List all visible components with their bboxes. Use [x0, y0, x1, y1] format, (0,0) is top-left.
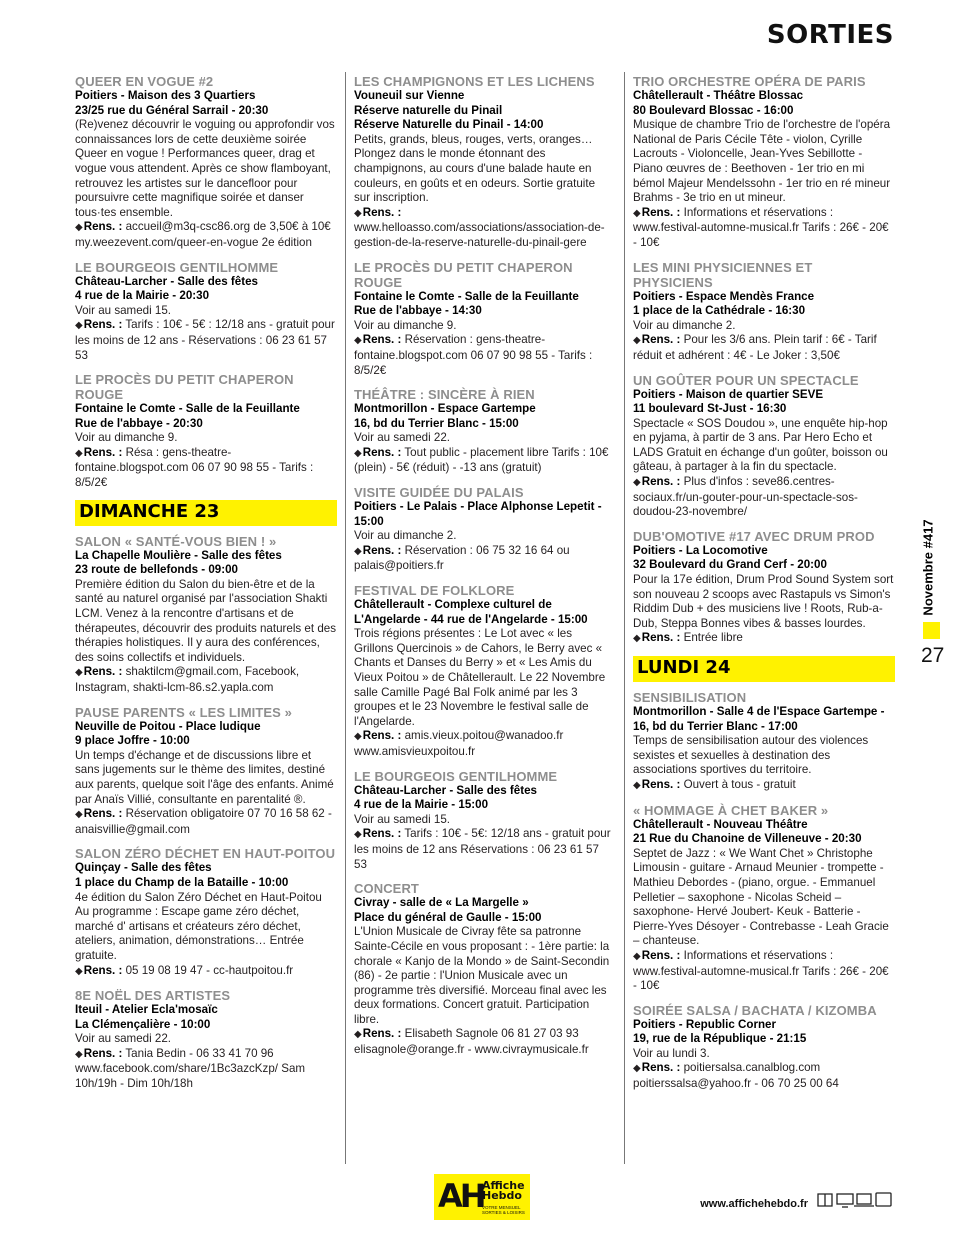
- info-label: Rens. :: [362, 729, 402, 743]
- diamond-icon: ◆: [354, 731, 362, 743]
- column-1: [75, 74, 337, 1101]
- event-title: PAUSE PARENTS « LES LIMITES »: [75, 704, 292, 720]
- event-description: Musique de chambre Trio de l'orchestre de l'opéra National de Paris Cécile Tête - violon, Cyrille Lacrouts - Violoncelle, Jean-Yves Sebillotte - Piano œuvres de : Beethoven - 1er trio en mi bémol Majeur Mendelssohn - 1er trio en ré mineur Brahms - 3e trio en ut mineur.: [633, 118, 891, 205]
- event-venue: Rue de l'abbaye - 20:30: [75, 416, 203, 430]
- column-2: [354, 74, 614, 1067]
- event-venue: Fontaine le Comte - Salle de la Feuillante: [75, 402, 300, 416]
- event-list: [75, 74, 337, 491]
- info-value: Tarifs : 10€ - 5€ : 12/18 ans - gratuit pour les moins de 12 ans - Réservations : 06 23 61 57 53: [75, 318, 335, 362]
- info-label: Rens. :: [362, 827, 402, 841]
- event-title: « HOMMAGE À CHET BAKER »: [633, 802, 829, 818]
- issue-text: Novembre #417: [920, 519, 936, 616]
- event-list: [354, 74, 614, 1058]
- info-value: Tout public - placement libre Tarifs : 10€ (plein) - 5€ (réduit) - -13 ans (gratuit): [354, 445, 609, 475]
- event-item: [75, 534, 337, 696]
- event-title: THÉÂTRE : SINCÈRE À RIEN: [354, 387, 535, 403]
- desktop-icon: [837, 1194, 853, 1207]
- event-title: LE PROCÈS DU PETIT CHAPERON ROUGE: [75, 372, 294, 403]
- event-item: [75, 372, 337, 491]
- event-title: SOIRÉE SALSA / BACHATA / KIZOMBA: [633, 1002, 877, 1018]
- event-description: Voir au dimanche 2.: [633, 318, 736, 332]
- diamond-icon: ◆: [354, 1029, 362, 1041]
- event-venue: 11 boulevard St-Just - 16:30: [633, 402, 787, 416]
- event-description: Petits, grands, bleus, rouges, verts, oranges… Plongez dans le monde étonnant des champignons, au cours d'une balade haute en couleurs, en goûts et en odeurs. Sortie gratuite sur inscription.: [354, 132, 596, 205]
- event-info: [354, 827, 614, 872]
- event-info: [633, 631, 895, 647]
- event-item: [75, 260, 337, 364]
- accent-square: [923, 622, 940, 639]
- diamond-icon: ◆: [75, 1048, 83, 1060]
- info-label: Rens. :: [362, 205, 402, 219]
- event-venue: Poitiers - Espace Mendès France: [633, 289, 815, 303]
- event-description: Voir au dimanche 9.: [75, 431, 178, 445]
- info-label: Rens. :: [83, 807, 123, 821]
- info-label: Rens. :: [641, 948, 681, 962]
- event-venue: Fontaine le Comte - Salle de la Feuillante: [354, 289, 579, 303]
- info-value: amis.vieux.poitou@wanadoo.fr www.amisvieuxpoitou.fr: [354, 729, 564, 758]
- event-title: DUB'OMOTIVE #17 AVEC DRUM PROD: [633, 528, 875, 544]
- event-venue: 4 rue de la Mairie - 15:00: [354, 798, 489, 812]
- logo-mark: AH: [438, 1177, 484, 1215]
- day-banner-dimanche: DIMANCHE 23: [75, 500, 337, 526]
- event-description: (Re)venez découvrir le voguing ou approfondir vos connaissances lors de cette deuxième soirée Queer en vogue ! Performances queer, drag et vogue vous attendent. Après ce show flamboyant, retrouvez les artistes sur le dancefloor pour poursuivre cette magnifique soirée et danser tous·tes ensemble.: [75, 118, 335, 219]
- event-info: [354, 729, 614, 759]
- event-venue: Iteuil - Atelier Ecla'mosaïc: [75, 1003, 218, 1017]
- diamond-icon: ◆: [75, 222, 83, 234]
- event-venue: 19, rue de la République - 21:15: [633, 1032, 807, 1046]
- event-description: Trois régions présentes : Le Lot avec « les Grillons Quercinois » de Cahors, le Berry avec « Chants et Danses du Berry » et « Les Amis du Vieux Poitou » de Châtellerault. Le 22 Novembre salle Camille Pagé Bal Folk animé par les 3 groupes et le 23 Novembre le festival salle de l'Angelarde.: [354, 627, 606, 728]
- column-divider: [624, 72, 625, 1164]
- event-venue: Neuville de Poitou - Place ludique: [75, 719, 261, 733]
- event-info: [75, 1047, 337, 1092]
- event-info: [354, 1027, 614, 1057]
- info-label: Rens. :: [641, 333, 681, 347]
- diamond-icon: ◆: [354, 207, 362, 219]
- event-item: [354, 881, 614, 1058]
- event-item: [633, 373, 895, 520]
- info-label: Rens. :: [362, 333, 402, 347]
- info-label: Rens. :: [362, 445, 402, 459]
- event-description: Un temps d'échange et de discussions libre et sans jugements sur le thème des limites, destiné aux parents, quelque soit l'âge des enfants. Animé par Anaïs Villié, consultante en parentalité ®.: [75, 748, 334, 806]
- event-description: Pour la 17e édition, Drum Prod Sound System sort son nouveau 2 scoops avec Rastapuls vs Simon's Riddim Dub + des musiciens live ! Roots, Rub-a-Dub, Steppa Bonnes vibes & basses lourdes.: [633, 573, 894, 630]
- info-label: Rens. :: [83, 963, 123, 977]
- diamond-icon: ◆: [354, 545, 362, 557]
- title-letters-rest: RTIES: [808, 20, 894, 50]
- event-item: [354, 387, 614, 476]
- event-venue: Poitiers - Republic Corner: [633, 1017, 777, 1031]
- event-item: [75, 988, 337, 1092]
- info-label: Rens. :: [641, 475, 681, 489]
- event-list: [75, 534, 337, 1092]
- event-info: [354, 333, 614, 378]
- info-label: Rens. :: [641, 777, 681, 791]
- page-number: 27: [921, 644, 945, 667]
- event-title: FESTIVAL DE FOLKLORE: [354, 583, 515, 599]
- diamond-icon: ◆: [354, 829, 362, 841]
- event-title: SALON « SANTÉ-VOUS BIEN ! »: [75, 533, 277, 549]
- affiche-hebdo-logo: [434, 1174, 530, 1220]
- info-label: Rens. :: [641, 1061, 681, 1075]
- event-venue: La Clémençalière - 10:00: [75, 1017, 211, 1031]
- event-venue: 23 route de bellefonds - 09:00: [75, 563, 239, 577]
- info-value: Réservation obligatoire 07 70 16 58 62 - anaisvillie@gmail.com: [75, 807, 332, 836]
- event-title: 8E NOËL DES ARTISTES: [75, 988, 231, 1004]
- event-title: SENSIBILISATION: [633, 690, 747, 705]
- diamond-icon: ◆: [75, 809, 83, 821]
- event-info: [75, 446, 337, 491]
- column-divider: [345, 72, 346, 1164]
- event-title: UN GOÛTER POUR UN SPECTACLE: [633, 372, 859, 388]
- event-info: [354, 544, 614, 574]
- diamond-icon: ◆: [75, 667, 83, 679]
- column-3: [633, 74, 895, 1101]
- event-item: [354, 485, 614, 574]
- event-info: [354, 206, 614, 251]
- event-list: [633, 74, 895, 647]
- info-value: Réservation : gens-theatre-fontaine.blogspot.com 06 07 90 98 55 - Tarifs : 8/5/2€: [354, 333, 593, 377]
- event-venue: Montmorillon - Salle 4 de l'Espace Gartempe - 16, bd du Terrier Blanc - 17:00: [633, 705, 885, 733]
- diamond-icon: ◆: [633, 335, 641, 347]
- diamond-icon: ◆: [633, 633, 641, 645]
- diamond-icon: ◆: [633, 207, 641, 219]
- event-item: [75, 705, 337, 838]
- info-value: Tania Bedin - 06 33 41 70 96 www.facebook.com/share/1Bc3azcKzp/ Sam 10h/19h - Dim 10h/18h: [75, 1046, 306, 1091]
- event-title: LES CHAMPIGNONS ET LES LICHENS: [354, 74, 595, 89]
- info-label: Rens. :: [83, 1046, 123, 1060]
- event-description: Voir au samedi 15.: [354, 812, 451, 826]
- event-venue: Poitiers - Le Palais - Place Alphonse Lepetit - 15:00: [354, 500, 602, 528]
- day-banner-lundi: LUNDI 24: [633, 656, 895, 682]
- info-value: Informations et réservations : www.festival-automne-musical.fr Tarifs : 26€ - 20€ - 10€: [633, 205, 889, 249]
- info-value: Pour les 3/6 ans. Plein tarif : 6€ - Tarif réduit et adhérent : 4€ - Le Joker : 3,50€: [633, 333, 877, 362]
- diamond-icon: ◆: [354, 335, 362, 347]
- event-description: Voir au samedi 15.: [75, 303, 172, 317]
- event-venue: Châtellerault - Nouveau Théâtre: [633, 817, 808, 831]
- event-venue: Poitiers - Maison des 3 Quartiers: [75, 89, 256, 102]
- event-venue: Châtellerault - Théâtre Blossac: [633, 89, 804, 102]
- diamond-icon: ◆: [633, 950, 641, 962]
- info-value: shaktilcm@gmail.com, Facebook, Instagram, shakti-lcm-86.s2.yapla.com: [75, 665, 300, 694]
- event-venue: Vouneuil sur Vienne: [354, 89, 465, 102]
- event-venue: Montmorillon - Espace Gartempe: [354, 402, 536, 416]
- device-icons: [816, 1191, 894, 1209]
- event-item: [633, 690, 895, 794]
- event-info: [354, 446, 614, 476]
- event-info: [633, 1061, 895, 1091]
- event-description: Voir au samedi 22.: [354, 431, 451, 445]
- event-venue: 23/25 rue du Général Sarrail - 20:30: [75, 103, 269, 117]
- event-item: [354, 260, 614, 379]
- event-item: [633, 803, 895, 994]
- info-value: Plus d'infos : seve86.centres-sociaux.fr/un-gouter-pour-un-spectacle-sos-doudou-23-novembre/: [633, 475, 858, 519]
- event-venue: Châtellerault - Complexe culturel de L'Angelarde - 44 rue de l'Angelarde - 15:00: [354, 598, 588, 626]
- event-venue: 21 Rue du Chanoine de Villeneuve - 20:30: [633, 832, 862, 846]
- title-letter-o: O: [786, 20, 809, 50]
- info-label: Rens. :: [641, 205, 681, 219]
- event-description: Septet de Jazz : « We Want Chet » Christophe Limousin - guitare - Arnaud Meunier - trompette - Mathieu Debordes - (piano, orgue. - Emmanuel Pelletier – saxophone - Nicolas Scheid – saxophone- Hervé Joubert- Keuk - Batterie - Pierre-Yves Désoyer - Contrebasse - Leah Gracie – chanteuse.: [633, 846, 889, 948]
- event-info: [633, 206, 895, 251]
- event-info: [75, 964, 337, 980]
- diamond-icon: ◆: [354, 447, 362, 459]
- logo-tagline: VOTRE MENSUEL SORTIES & LOISIRS: [482, 1205, 525, 1215]
- diamond-icon: ◆: [75, 447, 83, 459]
- info-value: Informations et réservations : www.festival-automne-musical.fr Tarifs : 26€ - 20€ - 10€: [633, 948, 889, 993]
- event-item: [633, 1003, 895, 1092]
- event-description: Voir au lundi 3.: [633, 1046, 710, 1060]
- diamond-icon: ◆: [633, 1063, 641, 1075]
- info-value: poitiersalsa.canalblog.com poitierssalsa@yahoo.fr - 06 70 25 00 64: [633, 1061, 839, 1091]
- event-description: 4e édition du Salon Zéro Déchet en Haut-Poitou Au programme : Escape game zéro déchet, marché d' artisans et créateurs zéro déchet, ateliers, animation, démonstrations… Entrée gratuite.: [75, 890, 322, 962]
- event-venue: 4 rue de la Mairie - 20:30: [75, 289, 210, 303]
- event-info: [75, 318, 337, 363]
- event-item: [633, 529, 895, 647]
- event-venue: 1 place de la Cathédrale - 16:30: [633, 304, 806, 318]
- event-title: LE BOURGEOIS GENTILHOMME: [354, 768, 558, 784]
- info-label: Rens. :: [362, 1027, 402, 1041]
- event-item: [633, 260, 895, 364]
- info-value: Ouvert à tous - gratuit: [683, 777, 796, 791]
- section-title: [767, 20, 894, 50]
- event-title: CONCERT: [354, 881, 419, 897]
- event-item: [75, 74, 337, 251]
- diamond-icon: ◆: [75, 965, 83, 977]
- diamond-icon: ◆: [633, 477, 641, 489]
- event-info: [75, 665, 337, 695]
- laptop-icon: [854, 1194, 874, 1206]
- event-venue: Poitiers - Maison de quartier SEVE: [633, 387, 824, 401]
- event-venue: 32 Boulevard du Grand Cerf - 20:00: [633, 558, 827, 572]
- event-description: Spectacle « SOS Doudou », une enquête hip-hop en pyjama, à partir de 3 ans. Par Hero Echo et LADS Gratuit en échange d'un goûter, boisson ou gâteau, à partager à la fin du spectacle.: [633, 416, 888, 474]
- event-title: QUEER EN VOGUE #2: [75, 74, 214, 89]
- title-letter-s: S: [766, 20, 787, 50]
- info-label: Rens. :: [83, 318, 123, 332]
- event-item: [633, 74, 895, 251]
- event-info: [633, 333, 895, 363]
- event-venue: Place du général de Gaulle - 15:00: [354, 910, 542, 924]
- event-venue: Château-Larcher - Salle des fêtes: [354, 783, 537, 797]
- info-value: www.helloasso.com/associations/association-de-gestion-de-la-reserve-naturelle-du-pinail-gere: [354, 221, 605, 249]
- event-description: Temps de sensibilisation autour des violences sexistes et sexuelles à destination des associations sportives du territoire.: [633, 734, 869, 777]
- info-value: Elisabeth Sagnole 06 81 27 03 93 elisagnole@orange.fr - www.civraymusicale.fr: [354, 1027, 589, 1057]
- info-value: accueil@m3q-csc86.org de 3,50€ à 10€ my.weezevent.com/queer-en-vogue 2e édition: [75, 220, 331, 249]
- event-title: VISITE GUIDÉE DU PALAIS: [354, 485, 524, 501]
- event-description: Voir au dimanche 2.: [354, 529, 457, 543]
- event-info: [633, 778, 895, 794]
- event-description: Première édition du Salon du bien-être et de la santé au naturel organisé par l'association Shakti LCM. Venez à la rencontre d'artisans et de thérapeutes, découvrir des produits naturels et des thérapies holistiques. Il y aura des conférences, des soins collectifs et individuels.: [75, 577, 337, 664]
- event-info: [633, 475, 895, 520]
- event-info: [75, 807, 337, 837]
- event-item: [354, 74, 614, 251]
- event-info: [75, 220, 337, 250]
- event-venue: Rue de l'abbaye - 14:30: [354, 304, 482, 318]
- info-value: Résa : gens-theatre-fontaine.blogspot.com 06 07 90 98 55 - Tarifs : 8/5/2€: [75, 445, 314, 490]
- event-venue: La Chapelle Moulière - Salle des fêtes: [75, 548, 282, 562]
- event-title: LE PROCÈS DU PETIT CHAPERON ROUGE: [354, 259, 573, 290]
- info-label: Rens. :: [362, 543, 402, 557]
- book-icon: [818, 1194, 832, 1206]
- event-description: Voir au dimanche 9.: [354, 318, 457, 332]
- event-venue: Réserve naturelle du Pinail: [354, 103, 503, 117]
- event-item: [354, 769, 614, 873]
- info-value: Réservation : 06 75 32 16 64 ou palais@poitiers.fr: [354, 543, 570, 573]
- logo-name: Affiche Hebdo: [482, 1179, 525, 1202]
- info-value: Tarifs : 10€ - 5€: 12/18 ans - gratuit pour les moins de 12 ans Réservations : 06 23 61 57 53: [354, 827, 611, 871]
- event-description: L'Union Musicale de Civray fête sa patronne Sainte-Cécile en vous proposant : - 1ère partie: la chorale « Kanjo de la Mondo » de Saint-Secondin (86) - 2e partie : l'Union Musicale avec un programme très diversifié. Morceau final avec les deux formations. Concert gratuit. Participation libre.: [354, 925, 610, 1026]
- event-item: [354, 583, 614, 760]
- event-item: [75, 846, 337, 979]
- event-venue: Réserve Naturelle du Pinail - 14:00: [354, 118, 544, 132]
- event-description: Voir au samedi 22.: [75, 1032, 172, 1046]
- event-venue: Civray - salle de « La Margelle »: [354, 896, 529, 910]
- event-venue: 80 Boulevard Blossac - 16:00: [633, 103, 794, 117]
- diamond-icon: ◆: [633, 779, 641, 791]
- event-title: LES MINI PHYSICIENNES ET PHYSICIENS: [633, 259, 813, 290]
- info-label: Rens. :: [83, 665, 123, 679]
- tablet-icon: [876, 1193, 891, 1206]
- event-venue: Quinçay - Salle des fêtes: [75, 861, 212, 875]
- website-link[interactable]: www.affichehebdo.fr: [700, 1198, 808, 1210]
- event-venue: Poitiers - La Locomotive: [633, 543, 768, 557]
- event-venue: 9 place Joffre - 10:00: [75, 734, 190, 748]
- event-venue: 16, bd du Terrier Blanc - 15:00: [354, 416, 519, 430]
- info-label: Rens. :: [641, 631, 681, 645]
- event-venue: Château-Larcher - Salle des fêtes: [75, 274, 258, 288]
- event-title: TRIO ORCHESTRE OPÉRA DE PARIS: [633, 74, 866, 89]
- info-label: Rens. :: [83, 445, 123, 459]
- event-info: [633, 949, 895, 994]
- diamond-icon: ◆: [75, 320, 83, 332]
- event-title: LE BOURGEOIS GENTILHOMME: [75, 259, 279, 275]
- info-value: 05 19 08 19 47 - cc-hautpoitou.fr: [125, 963, 294, 977]
- info-value: Entrée libre: [683, 631, 743, 645]
- event-venue: 1 place du Champ de la Bataille - 10:00: [75, 875, 289, 889]
- info-label: Rens. :: [83, 220, 123, 234]
- issue-label: [918, 500, 936, 640]
- event-title: SALON ZÉRO DÉCHET EN HAUT-POITOU: [75, 846, 336, 862]
- event-list: [633, 690, 895, 1092]
